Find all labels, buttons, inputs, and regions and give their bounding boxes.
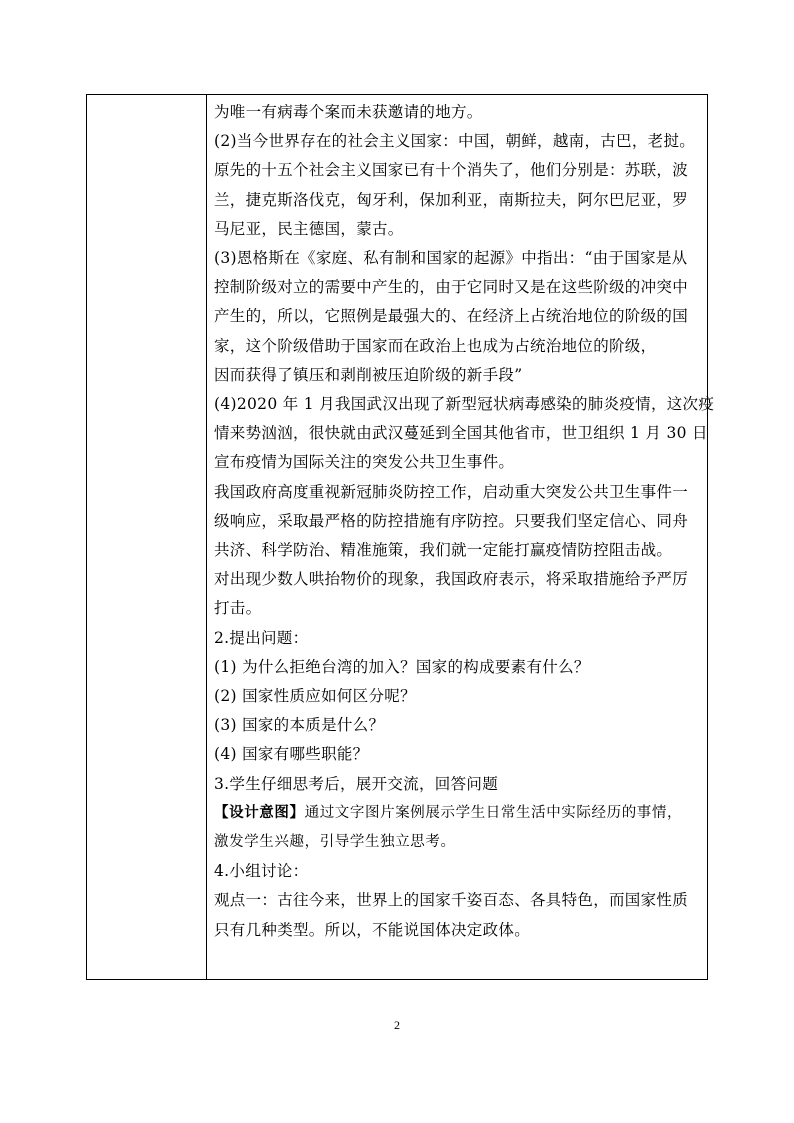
design-intent-label: 【设计意图】 xyxy=(214,804,305,821)
paragraph-government-response: 我国政府高度重视新冠肺炎防控工作，启动重大突发公共卫生事件一 级响应，采取最严格的防控措施有序防控。只要我们坚定信心、同舟 共济、科学防治、精准施策，我们就一定能打赢疫情防控阻击战。 xyxy=(214,482,689,560)
paragraph-student-discussion: 3.学生仔细思考后，展开交流，回答问题 xyxy=(214,774,498,793)
paragraph-price-gouging: 对出现少数人哄抬物价的现象，我国政府表示，将采取措施给予严厉 打击。 xyxy=(214,570,689,618)
paragraph-socialist-countries: (2)当今世界存在的社会主义国家：中国，朝鲜，越南，古巴，老挝。 原先的十五个社会主义国家已有十个消失了，他们分别是：苏联，波 兰，捷克斯洛伐克，匈牙利，保加利亚，南斯拉夫，阿尔巴尼亚，罗 马尼亚，民主德国，蒙古。 xyxy=(214,132,696,238)
question-1: (1) 为什么拒绝台湾的加入？国家的构成要素有什么？ xyxy=(214,657,590,676)
paragraph-epidemic: (4)2020 年 1 月我国武汉出现了新型冠状病毒感染的肺炎疫情，这次疫 情来势汹汹，很快就由武汉蔓延到全国其他省市，世卫组织 1 月 30 日 宣布疫情为国际关注的突发公共卫生事件。 xyxy=(214,395,715,472)
heading-group-discussion: 4.小组讨论： xyxy=(214,862,309,881)
paragraph-engels-quote: (3)恩格斯在《家庭、私有制和国家的起源》中指出：“由于国家是从 控制阶级对立的需要中产生的，由于它同时又是在这些阶级的冲突中 产生的，所以，它照例是最强大的、在经济上占统治地位的阶级的国 家，这个阶级借助于国家而在政治上也成为占统治地位的阶级， 因而获得了镇压和剥削被压迫阶级的新手段” xyxy=(214,249,689,384)
question-3: (3) 国家的本质是什么？ xyxy=(214,716,385,735)
left-column-cell xyxy=(87,95,207,979)
question-4: (4) 国家有哪些职能？ xyxy=(214,745,369,764)
content-table xyxy=(86,94,715,980)
question-2: (2) 国家性质应如何区分呢？ xyxy=(214,687,416,706)
page-number: 2 xyxy=(394,1018,400,1032)
paragraph-1: 为唯一有病毒个案而未获邀请的地方。 xyxy=(214,103,483,121)
right-column-cell xyxy=(207,95,715,979)
heading-ask-questions: 2.提出问题： xyxy=(214,628,309,647)
design-intent: 【设计意图】通过文字图片案例展示学生日常生活中实际经历的事情， 激发学生兴趣，引导学生独立思考。 xyxy=(214,804,683,851)
paragraph-viewpoint-1: 观点一：古往今来，世界上的国家千姿百态、各具特色，而国家性质 只有几种类型。所以，不能说国体决定政体。 xyxy=(214,891,689,939)
